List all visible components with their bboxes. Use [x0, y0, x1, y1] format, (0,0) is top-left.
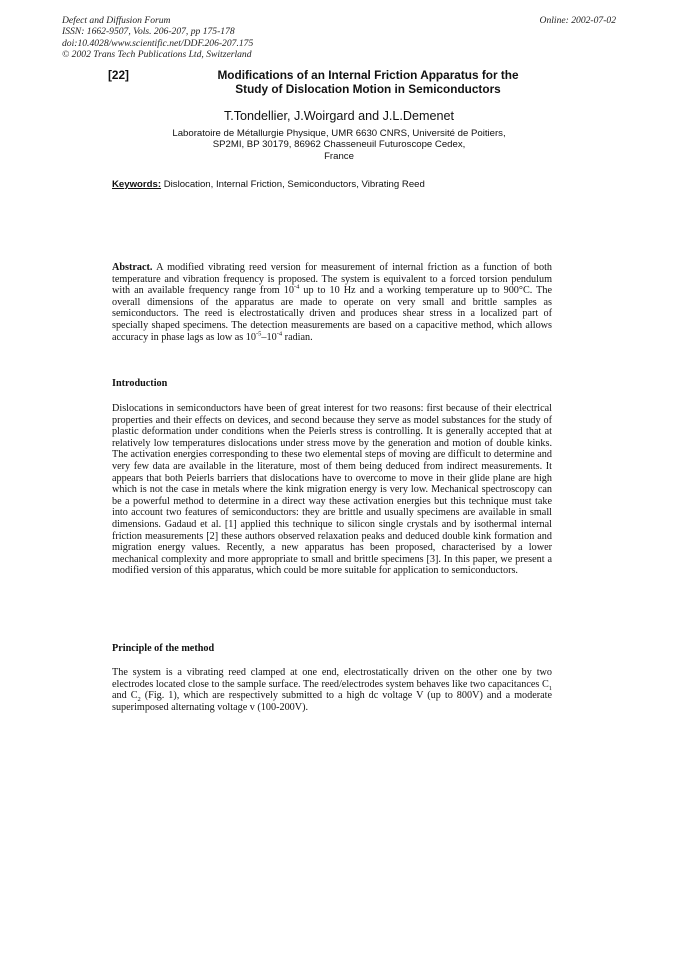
authors: T.Tondellier, J.Woirgard and J.L.Demenet: [223, 109, 455, 123]
principle-text-1: The system is a vibrating reed clamped at one end, electrostatically driven on the other one by two electrodes located close to the sample surface. The reed/electrodes system behaves like two capacitances C: [112, 667, 552, 690]
paper-number: [22]: [108, 68, 129, 82]
journal-header: [62, 15, 402, 61]
paper-title: [163, 68, 573, 96]
abstract-text-1: A modified vibrating reed version for measurement of internal friction as a function of both temperature and vibration frequency is proposed. The system is equivalent to a forced torsion pendulum with an available frequency range from 10: [112, 262, 552, 297]
keywords-list: Dislocation, Internal Friction, Semiconductors, Vibrating Reed: [163, 179, 425, 190]
affiliation-line-2: SP2MI, BP 30179, 86962 Chasseneuil Futuroscope Cedex,: [212, 139, 466, 151]
abstract-text-2: up to 10 Hz and a working temperature up to 900°C. The overall dimensions of the apparatus are made to operate on very small and brittle samples as semiconductors. The reed is electrostatically driven and produces shear stress in a localized part of specially shaped specimens. The detection measurements are based on a capacitive method, which allows accuracy in phase lags as low as 10: [112, 285, 552, 343]
introduction-text: Dislocations in semiconductors have been of great interest for two reasons: first because of their electrical properties and their effects on devices, and second because they serve as model substances for the study of plastic deformation under conditions when the Peierls stress is controlling. It is generally accepted that at relatively low temperatures dislocations under stress move by the generation and motion of double kinks. The activation energies corresponding to these two elemental steps of moving are difficult to determine and very few data are available in the literature, most of them being deduced from indirect measurements. It appears that both Peierls barriers that dislocations have to overcome to move in their glide plane are high which is not the case in metals where the kink migration energy is very low. Mechanical spectroscopy can be a powerful method to determine in a direct way these activation energies but this technique must take into account two features of semiconductors: they are brittle and usually specimens are available in small dimensions. Gadaud et al. [1] applied this technique to silicon single crystals and by isothermal internal friction measurements [2] these authors observed relaxation peaks and deduced double kink formation and migration energy values. Recently, a new apparatus has been proposed, characterised by a lower mechanical complexity and more appropriate to small and brittle specimens [3]. In this paper, we present a modified version of this apparatus, which could be more suitable for application to semiconductors.: [112, 403, 552, 577]
affiliation-line-1: Laboratoire de Métallurgie Physique, UMR 6630 CNRS, Université de Poitiers,: [172, 128, 506, 139]
abstract-sup-2: -5: [256, 330, 262, 338]
principle-sub-1: 1: [548, 684, 552, 692]
principle-heading: Principle of the method: [112, 643, 215, 654]
abstract-sup-3: -4: [276, 330, 283, 338]
principle-sub-2: 2: [137, 696, 141, 704]
online-date: Online: 2002-07-02: [539, 15, 616, 26]
abstract: [112, 262, 552, 343]
abstract-label: Abstract.: [112, 262, 153, 273]
keywords-label: Keywords:: [112, 179, 162, 190]
abstract-text-3: –10: [261, 331, 277, 343]
issn-line: ISSN: 1662-9507, Vols. 206-207, pp 175-178: [62, 26, 235, 38]
affiliation-line-3: France: [324, 150, 354, 162]
principle-text-2: and C: [112, 690, 138, 702]
affiliation: [60, 128, 618, 162]
abstract-text-4: radian.: [282, 331, 313, 343]
title-line-2: Study of Dislocation Motion in Semiconductors: [235, 82, 501, 96]
principle-text: [112, 667, 552, 713]
journal-name: Defect and Diffusion Forum: [62, 15, 171, 26]
principle-text-3: (Fig. 1), which are respectively submitted to a high dc voltage V (up to 800V) and a moderate superimposed alternating voltage v (100-200V).: [112, 690, 552, 713]
abstract-sup-1: -4: [293, 283, 300, 291]
introduction-heading: Introduction: [112, 378, 168, 389]
copyright-line: © 2002 Trans Tech Publications Ltd, Switzerland: [62, 49, 252, 61]
title-line-1: Modifications of an Internal Friction Apparatus for the: [217, 68, 519, 82]
doi-line[interactable]: doi:10.4028/www.scientific.net/DDF.206-207.175: [62, 37, 254, 49]
keywords: [112, 179, 425, 190]
